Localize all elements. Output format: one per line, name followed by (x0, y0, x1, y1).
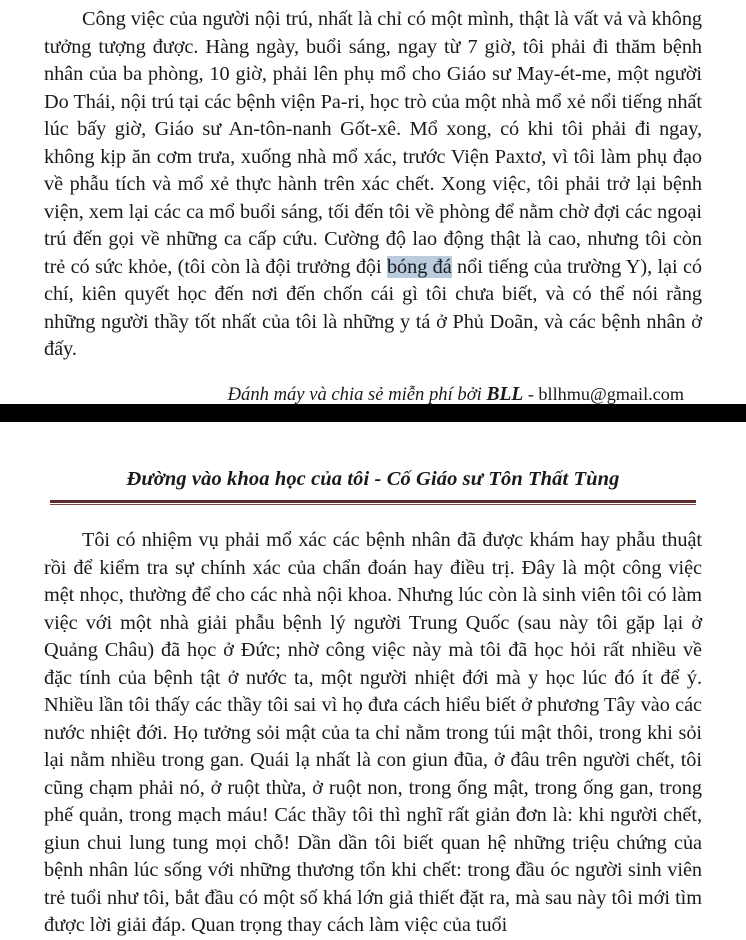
highlighted-phrase: bóng đá (386, 255, 452, 278)
typist-credit (44, 384, 702, 406)
page-separator-gap (0, 422, 746, 440)
page-separator-band (0, 404, 746, 422)
paragraph-text-before-highlight: Công việc của người nội trú, nhất là chỉ có một mình, thật là vất vả và không tưởng tượng được. Hàng ngày, buổi sáng, ngay từ 7 giờ, tôi phải đi thăm bệnh nhân của ba phòng, 10 giờ, phải lên phụ mổ cho Giáo sư May-ét-me, một người Do Thái, nội trú tại các bệnh viện Pa-ri, học trò của một nhà mổ xẻ nổi tiếng nhất lúc bấy giờ, Giáo sư An-tôn-nanh Gốt-xê. Mổ xong, có khi tôi phải đi ngay, không kịp ăn cơm trưa, xuống nhà mổ xác, trước Viện Paxtơ, vì tôi làm phụ đạo về phẫu tích và mổ xẻ thực hành trên xác chết. Xong việc, tôi phải trở lại bệnh viện, xem lại các ca mổ buổi sáng, tối đến tôi về phòng để nằm chờ đợi các ngoại trú đến gọi về những ca cấp cứu. Cường độ lao động thật là cao, nhưng tôi còn trẻ có sức khỏe, (tôi còn là đội trưởng đội (44, 8, 702, 278)
paragraph-text: Tôi có nhiệm vụ phải mổ xác các bệnh nhân đã được khám hay phẫu thuật rồi để kiểm tra sự chính xác của chẩn đoán hay điều trị. Đây là một công việc mệt nhọc, thường để cho các nhà nội khoa. Nhưng lúc còn là sinh viên tôi có làm việc với một nhà giải phẫu bệnh lý người Trung Quốc (sau này tôi gặp lại ở Quảng Châu) đã học ở Đức; nhờ công việc này mà tôi đã học hỏi rất nhiều về đặc tính của bệnh tật ở nước ta, một người nhiệt đới mà y học lúc đó ít để ý. Nhiều lần tôi thấy các thầy tôi sai vì họ đưa cách hiểu biết ở phương Tây vào các nước nhiệt đới. Họ tưởng sỏi mật của ta chỉ nằm trong túi mật thôi, trong khi sỏi lại nằm nhiều trong gan. Quái lạ nhất là con giun đũa, ở đâu trên người chết, tôi cũng chạm phải nó, ở ruột thừa, ở ruột non, trong ống mật, trong ống gan, trong phế quản, trong mạch máu! Các thầy tôi thì nghĩ rất giản đơn là: khi người chết, giun chui lung tung mọi chỗ! Dần dần tôi biết quan hệ những triệu chứng của bệnh nhân lúc sống với những thương tổn khi chết: trong đầu óc người sinh viên trẻ tuổi như tôi, bắt đầu có một số khá lớn giả thiết đặt ra, mà sau này tôi mới tìm được lời giải đáp. Quan trọng thay cách làm việc của tuổi (44, 529, 702, 936)
paragraph-noi-tru (44, 6, 702, 364)
typist-name: BLL (486, 383, 524, 405)
paragraph-duong-vao-khoa-hoc (44, 527, 702, 940)
title-rule-thick (50, 500, 696, 503)
chapter-title: Đường vào khoa học của tôi - Cố Giáo sư Tôn Thất Tùng (126, 468, 620, 490)
typist-credit-prefix: Đánh máy và chia sẻ miễn phí bởi (227, 383, 487, 405)
page-fragment-top (0, 0, 746, 406)
page-fragment-bottom (0, 440, 746, 940)
title-rule-thin (50, 504, 696, 505)
paragraph-text-after-highlight: nổi tiếng của trường Y), lại có chí, kiên quyết học đến nơi đến chốn cái gì tôi chưa biết, và có thể nói rằng những người thầy tốt nhất của tôi là những y tá ở Phủ Doãn, và các bệnh nhân ở đấy. (44, 255, 702, 360)
typist-email: - bllhmu@gmail.com (523, 383, 684, 404)
